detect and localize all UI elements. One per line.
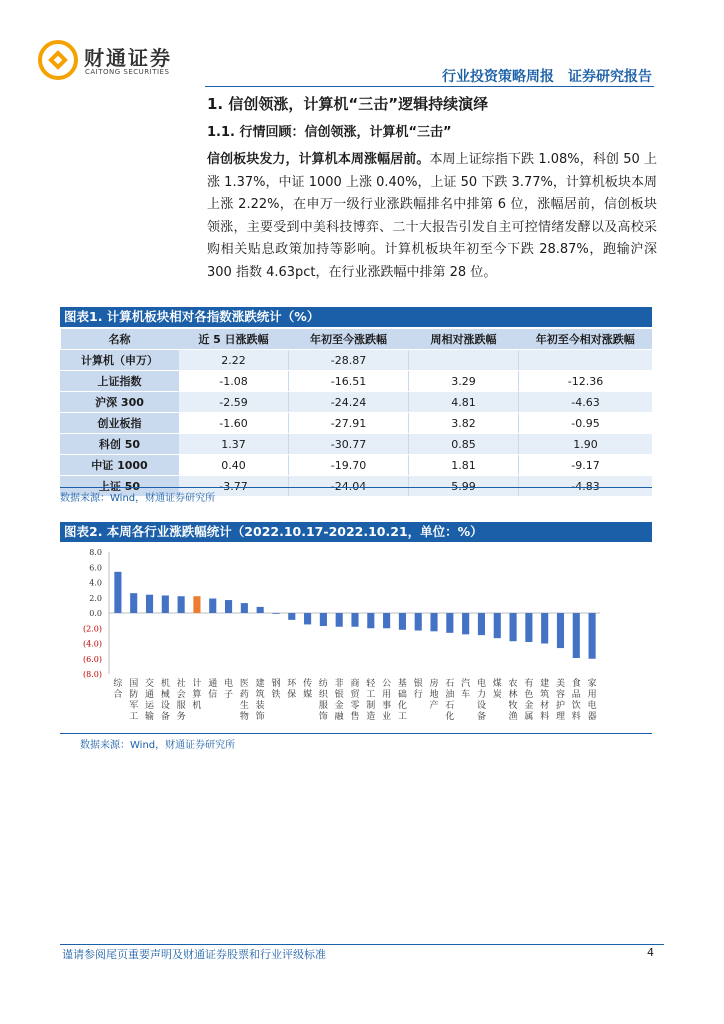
bar-28	[557, 613, 564, 648]
bar-1	[130, 593, 137, 613]
bar-23	[478, 613, 485, 635]
value-cell: 4.81	[409, 392, 519, 413]
value-cell: 3.82	[409, 413, 519, 434]
category-label: 电子	[224, 679, 234, 700]
value-cell: -24.24	[289, 392, 409, 413]
category-label: 基础化工	[397, 679, 407, 722]
value-cell: -30.77	[289, 434, 409, 455]
bar-4	[178, 596, 185, 613]
bar-8	[241, 603, 248, 613]
row-name-cell: 科创 50	[61, 434, 179, 455]
category-label: 计算机	[192, 679, 202, 711]
bar-10	[272, 613, 279, 614]
bar-26	[525, 613, 532, 642]
bar-18	[399, 613, 406, 630]
value-cell: 1.81	[409, 455, 519, 476]
report-type: 行业投资策略周报	[442, 69, 554, 85]
bar-17	[383, 613, 390, 628]
category-label: 社会服务	[176, 679, 186, 722]
bar-21	[446, 613, 453, 633]
category-label: 房地产	[429, 679, 439, 711]
value-cell: -28.87	[289, 350, 409, 371]
table-row	[61, 455, 653, 476]
bar-15	[351, 613, 358, 627]
bar-22	[462, 613, 469, 634]
col-header-5d: 近 5 日涨跌幅	[179, 329, 289, 350]
category-label: 综合	[113, 679, 123, 700]
category-label: 非银金融	[334, 679, 344, 722]
category-label: 机械设备	[160, 679, 170, 722]
category-label: 建筑材料	[540, 679, 550, 722]
row-name-cell: 沪深 300	[61, 392, 179, 413]
category-label: 环保	[287, 679, 297, 700]
value-cell: -4.63	[519, 392, 653, 413]
value-cell: 1.90	[519, 434, 653, 455]
index-comparison-table	[60, 329, 652, 497]
value-cell: -27.91	[289, 413, 409, 434]
table-row	[61, 434, 653, 455]
caitong-logo-icon	[38, 40, 78, 80]
row-name-cell: 上证指数	[61, 371, 179, 392]
value-cell	[409, 350, 519, 371]
category-label: 钢铁	[271, 679, 281, 700]
value-cell: -3.77	[179, 476, 289, 497]
page-number: 4	[647, 946, 654, 959]
lead-sentence: 信创板块发力，计算机本周涨幅居前。	[207, 152, 430, 167]
y-tick-label: (6.0)	[83, 654, 102, 664]
value-cell: -19.70	[289, 455, 409, 476]
bar-29	[573, 613, 580, 658]
col-header-ytd: 年初至今涨跌幅	[289, 329, 409, 350]
body-sentence: 本周上证综指下跌 1.08%，科创 50 上涨 1.37%，中证 1000 上涨 0.40%，上证 50 下跌 3.77%，计算机板块本周上涨 2.22%，在申万一级行业涨跌幅排名中排第 6 位，涨幅居前，信创板块领涨，主要受到中美科技博弈、二十大报告引发自主可控情绪发酵以及高校采购相关贴息政策加持等影响。计算机板块年初至今下跌 28.87%，跑输沪深 300 指数 4.63pct，在行业涨跌幅中排第 28 位。	[207, 152, 657, 280]
value-cell: -0.95	[519, 413, 653, 434]
header-divider	[205, 86, 654, 87]
row-name-cell: 创业板指	[61, 413, 179, 434]
brand-name-cn: 财通证券	[84, 46, 172, 70]
category-label: 国防军工	[129, 679, 139, 722]
bar-16	[367, 613, 374, 628]
category-label: 电力设备	[476, 679, 486, 722]
bar-13	[320, 613, 327, 626]
value-cell: 3.29	[409, 371, 519, 392]
bar-7	[225, 600, 232, 613]
col-header-week-rel: 周相对涨跌幅	[409, 329, 519, 350]
value-cell: 0.40	[179, 455, 289, 476]
bar-30	[589, 613, 596, 659]
value-cell: 0.85	[409, 434, 519, 455]
category-label: 公用事业	[382, 679, 392, 722]
value-cell: -1.60	[179, 413, 289, 434]
figure1-title: 图表1. 计算机板块相对各指数涨跌统计（%）	[60, 307, 652, 327]
value-cell	[519, 350, 653, 371]
value-cell: -24.04	[289, 476, 409, 497]
body-paragraph	[207, 149, 657, 284]
y-tick-label: 0.0	[89, 609, 102, 618]
category-label: 通信	[208, 679, 218, 700]
category-label: 汽车	[461, 679, 471, 700]
value-cell: 2.22	[179, 350, 289, 371]
category-label: 有色金属	[524, 679, 534, 722]
value-cell: 1.37	[179, 434, 289, 455]
y-tick-label: (2.0)	[83, 624, 102, 634]
table-bottom-rule	[60, 487, 652, 488]
category-label: 煤炭	[492, 679, 502, 700]
bar-24	[494, 613, 501, 638]
y-tick-label: (4.0)	[83, 639, 102, 649]
value-cell: 5.99	[409, 476, 519, 497]
category-label: 纺织服饰	[318, 679, 328, 722]
bar-25	[510, 613, 517, 641]
category-label: 银行	[413, 679, 423, 700]
y-tick-label: 4.0	[89, 578, 102, 588]
y-tick-label: 8.0	[89, 548, 102, 557]
table-row	[61, 371, 653, 392]
bar-2	[146, 595, 153, 613]
category-label: 医药生物	[239, 679, 249, 722]
bar-20	[430, 613, 437, 631]
row-name-cell: 中证 1000	[61, 455, 179, 476]
report-header	[442, 66, 652, 86]
y-tick-label: 2.0	[89, 593, 102, 603]
table-row	[61, 392, 653, 413]
category-label: 美容护理	[555, 679, 565, 722]
category-label: 石油石化	[445, 679, 455, 722]
footer-divider	[60, 944, 664, 945]
y-tick-label: (8.0)	[83, 670, 102, 679]
category-label: 交通运输	[145, 679, 155, 722]
industry-return-bar-chart	[60, 544, 652, 730]
table-header-row	[61, 329, 653, 350]
report-series: 证券研究报告	[568, 69, 652, 85]
value-cell: -1.08	[179, 371, 289, 392]
value-cell: -2.59	[179, 392, 289, 413]
category-label: 农林牧渔	[508, 679, 518, 722]
value-cell: -9.17	[519, 455, 653, 476]
table-row	[61, 350, 653, 371]
subsection-heading: 1.1. 行情回顾：信创领涨，计算机“三击”	[207, 125, 452, 140]
footer-disclaimer: 谨请参阅尾页重要声明及财通证券股票和行业评级标准	[62, 948, 326, 961]
row-name-cell: 计算机（申万）	[61, 350, 179, 371]
category-label: 商贸零售	[350, 679, 360, 722]
bar-9	[257, 607, 264, 613]
figure1-source: 数据来源：Wind，财通证券研究所	[60, 493, 216, 504]
category-label: 食品饮料	[571, 679, 581, 722]
col-header-ytd-rel: 年初至今相对涨跌幅	[519, 329, 653, 350]
bar-12	[304, 613, 311, 624]
value-cell: -16.51	[289, 371, 409, 392]
figure2-title: 图表2. 本周各行业涨跌幅统计（2022.10.17-2022.10.21，单位：%）	[60, 522, 652, 542]
bar-6	[209, 599, 216, 613]
bar-3	[162, 595, 169, 613]
section-heading: 1. 信创领涨，计算机“三击”逻辑持续演绎	[207, 95, 489, 113]
company-logo	[38, 40, 188, 84]
bar-5	[193, 596, 200, 613]
bar-11	[288, 613, 295, 620]
table-row	[61, 413, 653, 434]
category-label: 传媒	[303, 679, 313, 700]
value-cell: -12.36	[519, 371, 653, 392]
brand-name-en: CAITONG SECURITIES	[85, 68, 170, 76]
figure2-source: 数据来源：Wind，财通证券研究所	[80, 740, 236, 751]
bar-19	[415, 613, 422, 631]
category-label: 轻工制造	[366, 679, 376, 722]
bar-0	[114, 572, 121, 613]
y-tick-label: 6.0	[89, 563, 102, 573]
row-name-cell: 上证 50	[61, 476, 179, 497]
value-cell: -4.83	[519, 476, 653, 497]
col-header-name: 名称	[61, 329, 179, 350]
chart-bottom-rule	[60, 733, 652, 734]
bar-14	[336, 613, 343, 627]
category-label: 建筑装饰	[255, 679, 265, 722]
bar-27	[541, 613, 548, 644]
category-label: 家用电器	[587, 679, 597, 722]
